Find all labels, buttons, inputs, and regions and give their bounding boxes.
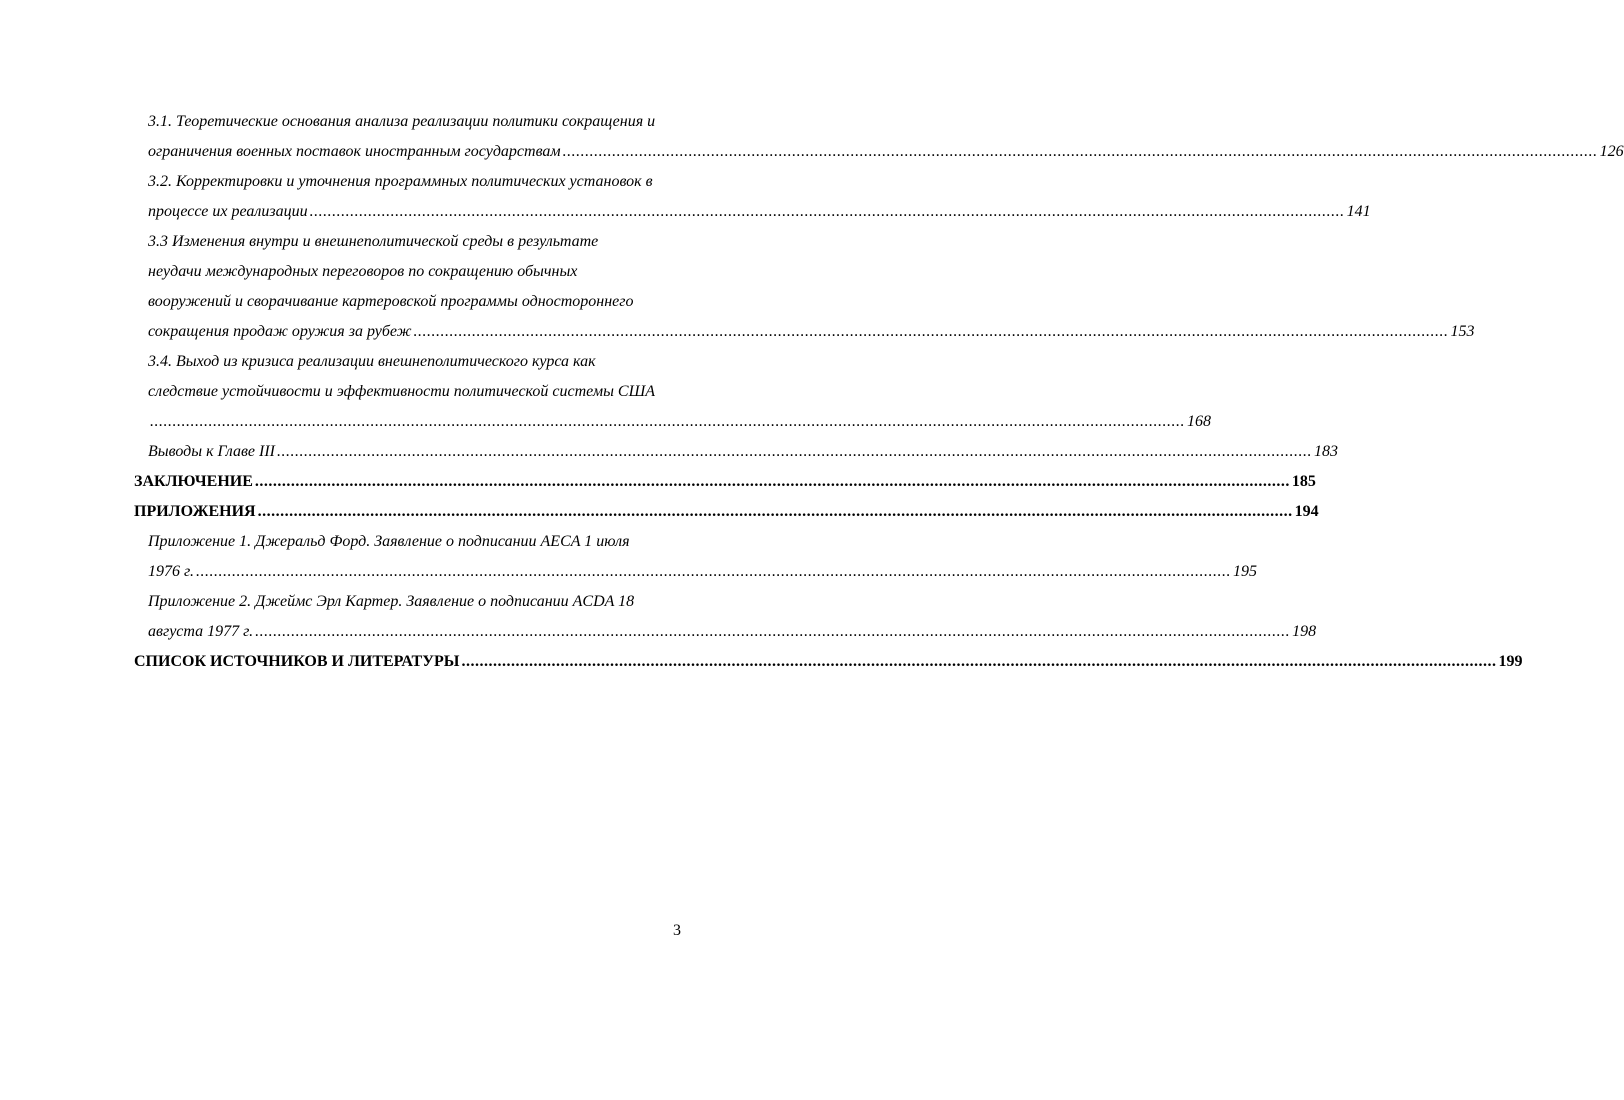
toc-leader-dots bbox=[563, 137, 1598, 167]
toc-entry-text: Приложение 1. Джеральд Форд. Заявление о подписании AECA 1 июля bbox=[148, 533, 630, 550]
toc-leader-dots bbox=[196, 557, 1231, 587]
toc-leader-dots bbox=[255, 467, 1290, 497]
toc-entry-sources-literature[interactable] bbox=[134, 647, 1523, 677]
toc-page-number: 126 bbox=[1599, 143, 1624, 160]
toc-page-number: 185 bbox=[1291, 473, 1316, 490]
toc-entry-3-2-line-1[interactable] bbox=[134, 167, 680, 197]
toc-entry-appendix-1-line-2[interactable] bbox=[134, 557, 1258, 587]
toc-page-number: 194 bbox=[1294, 503, 1319, 520]
toc-page-number: 183 bbox=[1314, 443, 1338, 460]
toc-entry-text: 3.1. Теоретические основания анализа реализации политики сокращения и bbox=[148, 113, 656, 130]
toc-entry-3-3-line-2[interactable] bbox=[134, 257, 680, 287]
page-number: 3 bbox=[673, 922, 681, 939]
toc-entry-text: 1976 г. bbox=[148, 563, 195, 580]
toc-entry-text: следствие устойчивости и эффективности политической системы США bbox=[148, 383, 656, 400]
toc-entry-text: Приложение 2. Джеймс Эрл Картер. Заявление о подписании ACDA 18 bbox=[148, 593, 635, 610]
toc-entry-conclusion[interactable] bbox=[134, 467, 1316, 497]
toc-entry-conclusions-ch3[interactable] bbox=[134, 437, 1338, 467]
toc-entry-3-3-line-1[interactable] bbox=[134, 227, 680, 257]
toc-leader-dots bbox=[150, 407, 1185, 437]
toc-entry-text: процессе их реализации bbox=[148, 203, 308, 220]
toc-entry-3-3-line-3[interactable] bbox=[134, 287, 680, 317]
toc-entry-text: сокращения продаж оружия за рубеж bbox=[148, 323, 412, 340]
toc-entry-text: 3.2. Корректировки и уточнения программных политических установок в bbox=[148, 173, 653, 190]
toc-page-number: 199 bbox=[1498, 653, 1523, 670]
toc-page-number: 198 bbox=[1292, 623, 1317, 640]
toc-entry-text: 3.4. Выход из кризиса реализации внешнеполитического курса как bbox=[148, 353, 596, 370]
toc-entry-text: Выводы к Главе III bbox=[148, 443, 275, 460]
toc-entry-text: августа 1977 г. bbox=[148, 623, 254, 640]
toc-entry-appendix-2-line-2[interactable] bbox=[134, 617, 1317, 647]
toc-entry-3-1-line-1[interactable] bbox=[134, 107, 680, 137]
toc-entry-appendices[interactable] bbox=[134, 497, 1319, 527]
toc-leader-dots bbox=[413, 317, 1448, 347]
toc-entry-text: ЗАКЛЮЧЕНИЕ bbox=[134, 473, 253, 490]
toc-page-number: 168 bbox=[1187, 413, 1211, 430]
toc-entry-3-4-line-2[interactable] bbox=[134, 377, 680, 407]
toc-entry-3-1-line-2[interactable] bbox=[134, 137, 1624, 167]
toc-page-number: 195 bbox=[1233, 563, 1258, 580]
toc-entry-text: неудачи международных переговоров по сокращению обычных bbox=[148, 263, 578, 280]
toc-entry-3-2-line-2[interactable] bbox=[134, 197, 1371, 227]
toc-page-number: 141 bbox=[1346, 203, 1371, 220]
toc-leader-dots bbox=[255, 617, 1290, 647]
toc-leader-dots bbox=[310, 197, 1345, 227]
toc-entry-text: СПИСОК ИСТОЧНИКОВ И ЛИТЕРАТУРЫ bbox=[134, 653, 460, 670]
toc-leader-dots bbox=[258, 497, 1293, 527]
toc-page-number: 153 bbox=[1450, 323, 1475, 340]
toc-entry-text: ПРИЛОЖЕНИЯ bbox=[134, 503, 256, 520]
toc-entry-appendix-2-line-1[interactable] bbox=[134, 587, 680, 617]
toc-leader-dots bbox=[461, 647, 1496, 677]
toc-entry-text: ограничения военных поставок иностранным государствам bbox=[148, 143, 561, 160]
toc-entry-appendix-1-line-1[interactable] bbox=[134, 527, 680, 557]
toc-entry-3-4-line-3[interactable] bbox=[134, 407, 1211, 437]
toc-leader-dots bbox=[277, 437, 1312, 467]
toc-entry-text: вооружений и сворачивание картеровской программы одностороннего bbox=[148, 293, 634, 310]
toc-entry-3-4-line-1[interactable] bbox=[134, 347, 680, 377]
toc-entry-3-3-line-4[interactable] bbox=[134, 317, 1475, 347]
table-of-contents bbox=[134, 107, 1624, 677]
toc-entry-text: 3.3 Изменения внутри и внешнеполитической среды в результате bbox=[148, 233, 599, 250]
